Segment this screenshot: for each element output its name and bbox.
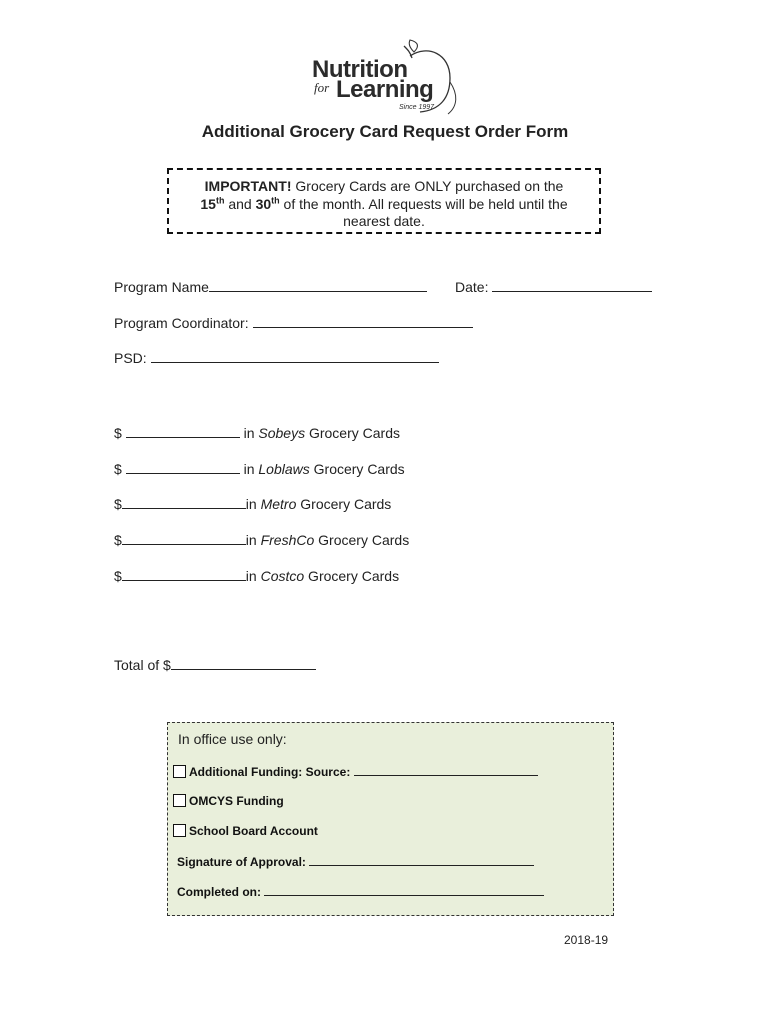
- notice-date2: 30: [255, 195, 272, 212]
- office-use-box: [167, 722, 614, 916]
- signature-row[interactable]: [177, 854, 534, 869]
- program-name-line[interactable]: [209, 277, 427, 292]
- important-label: IMPORTANT!: [204, 178, 292, 194]
- notice-text-1: Grocery Cards are ONLY purchased on the: [291, 178, 564, 194]
- form-title: Additional Grocery Card Request Order Form: [201, 122, 569, 141]
- additional-funding-label: Additional Funding: Source:: [189, 765, 354, 779]
- logo-line2: Learning: [336, 76, 434, 103]
- amount-line[interactable]: [126, 459, 240, 474]
- signature-line[interactable]: [309, 854, 534, 866]
- omcys-checkbox[interactable]: [173, 794, 186, 807]
- additional-funding-row[interactable]: [173, 764, 538, 779]
- amount-line[interactable]: [122, 566, 246, 581]
- card-suffix: Grocery Cards: [296, 496, 392, 512]
- school-board-row[interactable]: [173, 824, 318, 838]
- program-name-field[interactable]: [114, 277, 427, 295]
- nutrition-for-learning-logo: [300, 36, 470, 116]
- card-row[interactable]: [114, 530, 409, 548]
- form-year: 2018-19: [564, 933, 609, 947]
- date-field[interactable]: [455, 277, 652, 295]
- dollar-sign: $: [114, 461, 126, 477]
- card-suffix: Grocery Cards: [314, 532, 410, 548]
- completed-row[interactable]: [177, 884, 544, 899]
- card-prefix: in: [239, 425, 259, 441]
- source-line[interactable]: [354, 764, 538, 776]
- store-name: Costco: [260, 568, 305, 584]
- store-name: Metro: [260, 496, 297, 512]
- logo-tagline: Since 1997: [399, 104, 435, 111]
- school-board-label: School Board Account: [189, 824, 318, 838]
- coordinator-label: Program Coordinator:: [114, 315, 253, 331]
- notice-date1: 15: [200, 195, 216, 212]
- card-suffix: Grocery Cards: [304, 568, 400, 584]
- additional-funding-checkbox[interactable]: [173, 765, 186, 778]
- signature-label: Signature of Approval:: [177, 855, 310, 869]
- office-heading: In office use only:: [178, 731, 287, 747]
- card-suffix: Grocery Cards: [309, 461, 405, 477]
- card-prefix: in: [245, 532, 261, 548]
- dollar-sign: $: [114, 425, 126, 441]
- notice-text-2: of the month. All requests will be held until the: [279, 195, 568, 212]
- card-row[interactable]: [114, 459, 405, 477]
- logo-for: for: [314, 80, 330, 95]
- date-line[interactable]: [492, 277, 652, 292]
- card-row[interactable]: [114, 566, 399, 584]
- amount-line[interactable]: [122, 494, 246, 509]
- program-name-label: Program Name: [114, 279, 209, 295]
- store-name: Loblaws: [258, 461, 310, 477]
- logo-line1: Nutrition: [312, 56, 408, 83]
- dollar-sign: $: [114, 568, 122, 584]
- card-prefix: in: [245, 496, 261, 512]
- notice-and: and: [224, 195, 256, 212]
- omcys-row[interactable]: [173, 794, 284, 808]
- total-line[interactable]: [171, 655, 316, 670]
- coordinator-field[interactable]: [114, 313, 473, 331]
- notice-line-2: [169, 196, 599, 214]
- store-name: FreshCo: [260, 532, 315, 548]
- card-suffix: Grocery Cards: [305, 425, 400, 441]
- amount-line[interactable]: [122, 530, 246, 545]
- dollar-sign: $: [114, 532, 122, 548]
- card-row[interactable]: [114, 423, 400, 441]
- dollar-sign: $: [114, 496, 122, 512]
- completed-label: Completed on:: [177, 885, 265, 899]
- notice-date2-sup: th: [271, 194, 280, 205]
- omcys-label: OMCYS Funding: [189, 794, 284, 808]
- completed-line[interactable]: [264, 884, 544, 896]
- coordinator-line[interactable]: [253, 313, 473, 328]
- notice-line-1: [169, 178, 599, 196]
- notice-date1-sup: th: [215, 194, 225, 205]
- total-field[interactable]: [114, 655, 316, 673]
- card-prefix: in: [239, 461, 259, 477]
- psd-field[interactable]: [114, 348, 439, 366]
- psd-line[interactable]: [151, 348, 439, 363]
- school-board-checkbox[interactable]: [173, 824, 186, 837]
- psd-label: PSD:: [114, 350, 151, 366]
- total-label: Total of $: [114, 657, 171, 673]
- store-name: Sobeys: [258, 425, 306, 441]
- card-prefix: in: [245, 568, 261, 584]
- card-row[interactable]: [114, 494, 391, 512]
- amount-line[interactable]: [126, 423, 240, 438]
- date-label: Date:: [455, 279, 493, 295]
- important-notice: [167, 168, 601, 234]
- notice-line-3: nearest date.: [343, 213, 425, 229]
